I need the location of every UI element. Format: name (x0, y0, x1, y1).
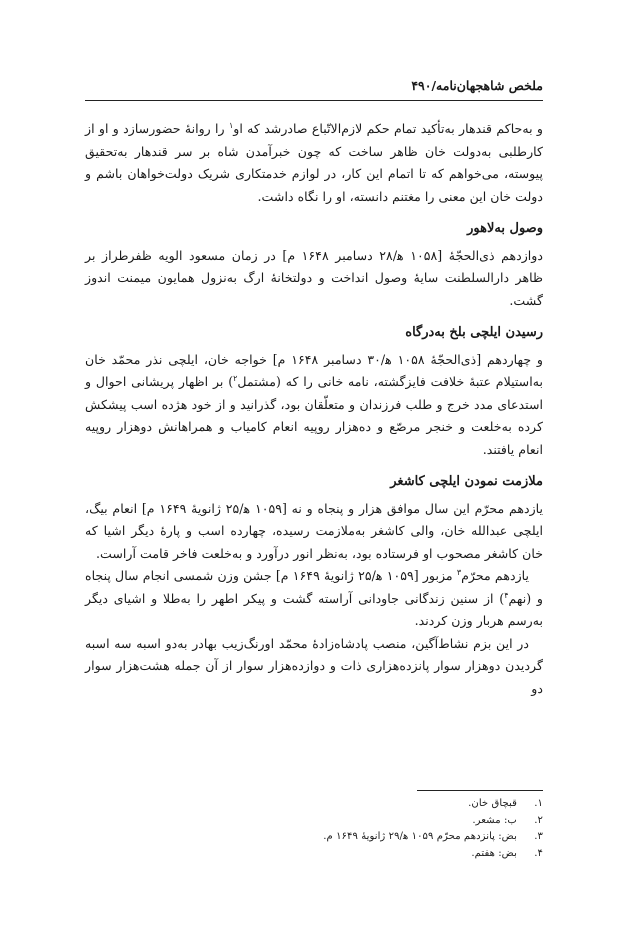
paragraph: و به‌حاکم قندهار به‌تأکید تمام حکم لازم‌الاتّباع صادرشد که او$^۱$ را روانهٔ حضورسازد و او از کارطلبی به‌دولت خان ظاهر ساخت که چون خبرآمدن شاه بر سر قندهار به‌تحقیق پیوسته، می‌خواهم که تا اتمام این کار، در لوازم خدمتکاری شریک دولت‌خواهان باشم و دولت خان این معنی را مغتنم دانسته، او را نگاه داشت. (85, 120, 543, 204)
header-rule (85, 100, 543, 101)
footnote-text: قبچاق خان. (468, 798, 517, 809)
paragraph: یازدهم محرّم این سال موافق هزار و پنجاه و نه [۱۰۵۹ ه‍/۲۵ ژانویهٔ ۱۶۴۹ م] انعام بیگ، ایلچی عبدالله خان، والی کاشغر به‌ملازمت رسیده، چهارده اسب و پارهٔ دیگر اشیا که خان کاشغر مصحوب او فرستاده بود، به‌نظر انور درآورد و به‌خلعت فاخر قامت آراست. (85, 500, 543, 561)
running-header: ملخص شاهجهان‌نامه/۴۹۰ (411, 78, 543, 93)
paragraph: در این بزم نشاط‌آگین، منصب پادشاه‌زادهٔ محمّد اورنگ‌زیب بهادر به‌دو اسبه سه اسبه گردیدن دوهزار سوار پانزده‌هزاری ذات و دوازده‌هزار سوار از آن جمله هشت‌هزار سوار دو (85, 635, 543, 696)
footnote-number: ۴. (534, 847, 543, 859)
footnote-text: بض: پانزدهم محرّم ۱۰۵۹ ه‍/۲۹ ژانویهٔ ۱۶۴۹ م. (323, 831, 517, 842)
footnotes (85, 796, 543, 862)
footnote-ref[interactable]: ۳ (456, 567, 462, 577)
footnote-item (85, 796, 543, 813)
footnote-item (85, 846, 543, 863)
paragraph: و چهاردهم [ذی‌الحجّهٔ ۱۰۵۸ ه‍/۳۰ دسامبر ۱۶۴۸ م] خواجه خان، ایلچی نذر محمّد خان به‌استیلام عتبهٔ خلافت فایزگشته، نامه خانی را که (مشتمل$^۲$) بر اظهار پریشانی احوال و استدعای مدد خرج و طلب فرزندان و متعلّقان بود، گذرانید و از خود هژده اسب پیشکش کرده به‌خلعت و خنجر مرصّع و ده‌هزار روپیه انعام کامیاب و همراهانش دوهزار روپیه انعام یافتند. (85, 351, 543, 457)
paragraph: یازدهم محرّم$^۳$ مزبور [۱۰۵۹ ه‍/۲۵ ژانویهٔ ۱۶۴۹ م] جشن وزن شمسی انجام سال پنجاه و (نهم$^۴$) از سنین زندگانی جاودانی آراسته گشت و پیکر اطهر را به‌طلا و اشیای دیگر به‌رسم هربار وزن کردند. (85, 567, 543, 628)
section-heading: وصول به‌لاهور (467, 221, 543, 236)
footnote-text: ب: مشعر. (472, 814, 517, 826)
footnote-ref[interactable]: ۴ (504, 590, 509, 600)
footnote-rule (417, 790, 543, 791)
footnote-number: ۲. (534, 814, 543, 826)
body-text (85, 118, 543, 700)
footnote-ref[interactable]: ۲ (233, 373, 238, 383)
footnote-item (85, 813, 543, 830)
footnote-item (85, 829, 543, 846)
footnote-number: ۳. (534, 831, 543, 842)
footnote-number: ۱. (534, 798, 543, 809)
section-heading: ملازمت نمودن ایلچی کاشغر (390, 474, 543, 489)
footnote-ref[interactable]: ۱ (228, 120, 234, 130)
section-heading: رسیدن ایلچی بلخ به‌درگاه (405, 325, 543, 340)
footnote-text: بض: هفتم. (471, 847, 517, 859)
paragraph: دوازدهم ذی‌الحجّهٔ [۱۰۵۸ ه‍/۲۸ دسامبر ۱۶۴۸ م] در زمان مسعود الویه ظفرطراز بر ظاهر دارالسلطنت سایهٔ وصول انداخت و دولتخانهٔ ارگ به‌نزول همایون میمنت اندوز گشت. (85, 247, 543, 308)
